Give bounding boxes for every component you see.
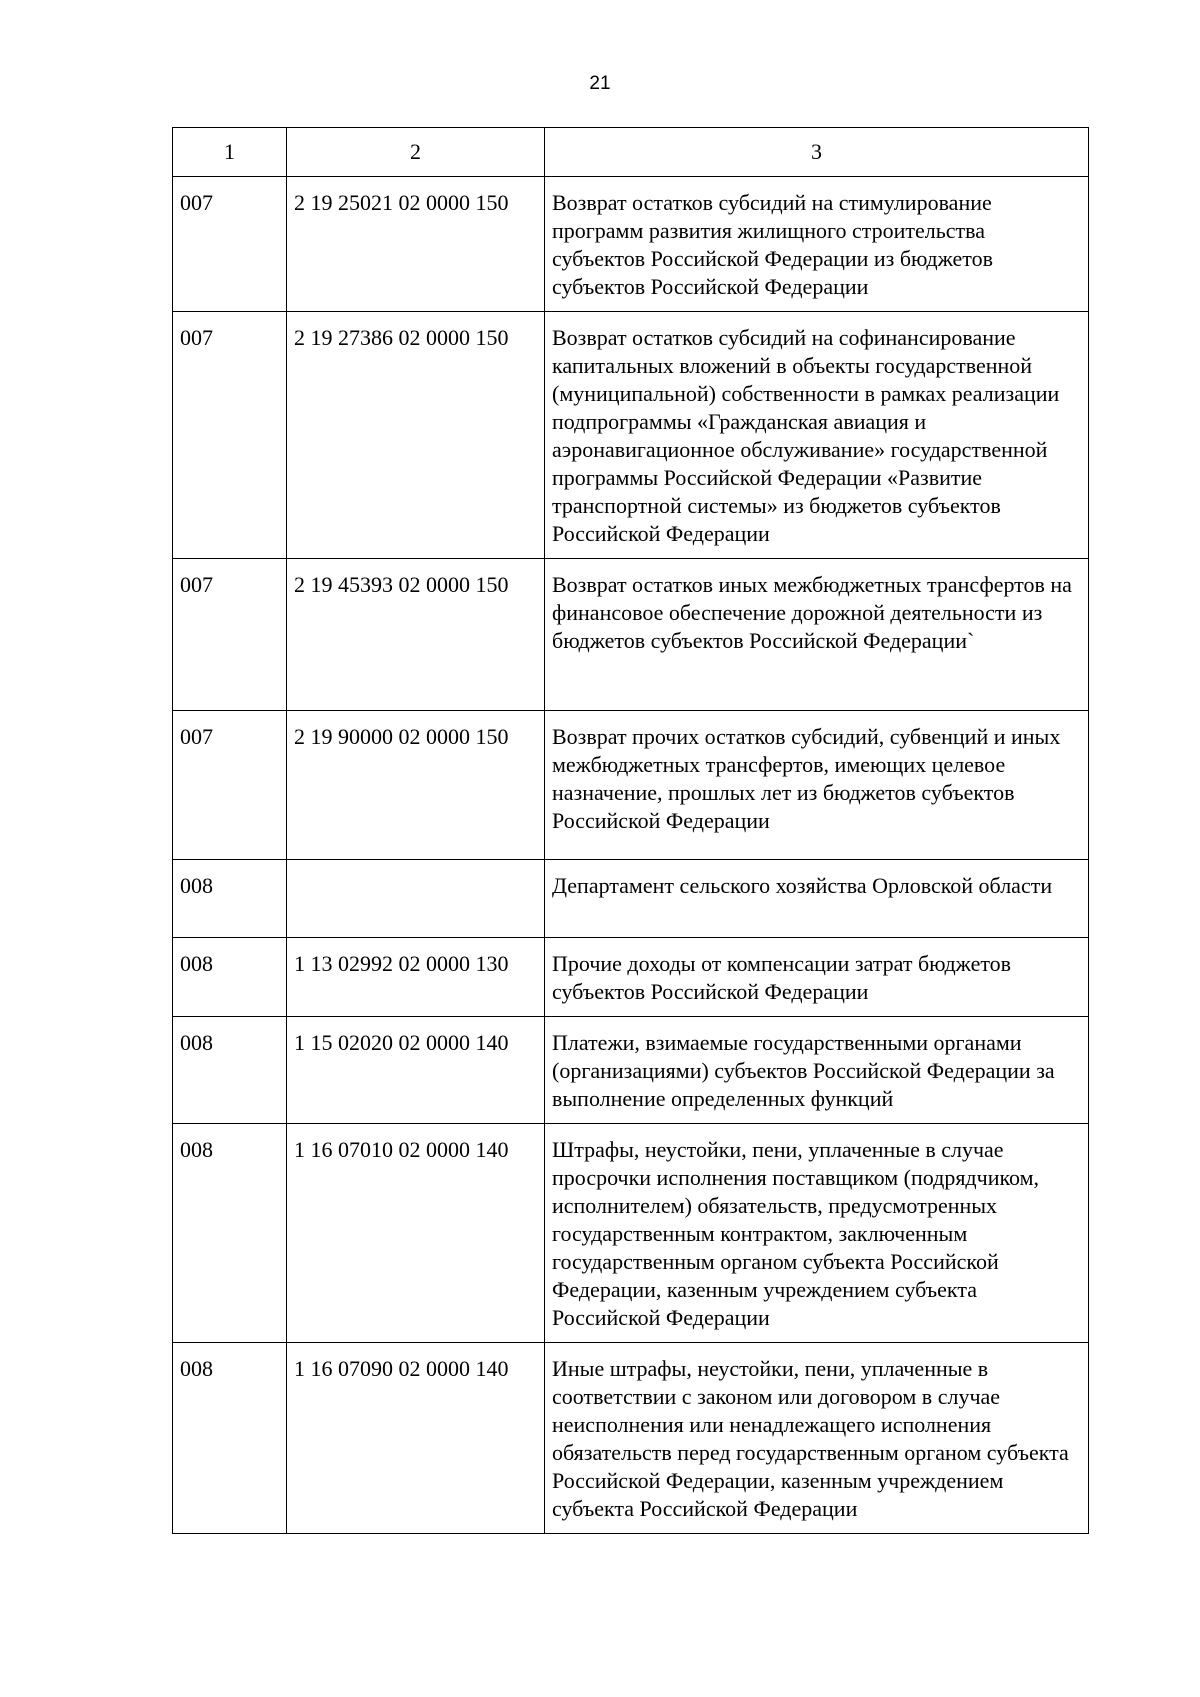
revenue-name-cell: Штрафы, неустойки, пени, уплаченные в случае просрочки исполнения поставщиком (подрядчиком, исполнителем) обязательств, предусмотренных государственным контрактом, заключенным государственным органом субъекта Российской Федерации, казенным учреждением субъекта Российской Федерации xyxy=(545,1124,1089,1343)
revenue-code-cell: 2 19 27386 02 0000 150 xyxy=(287,312,545,559)
admin-code-cell: 008 xyxy=(173,1343,287,1534)
admin-code-cell: 007 xyxy=(173,312,287,559)
table-row xyxy=(173,559,1089,711)
revenue-code-cell: 2 19 25021 02 0000 150 xyxy=(287,177,545,312)
admin-code-cell: 008 xyxy=(173,938,287,1017)
admin-code-cell: 007 xyxy=(173,177,287,312)
revenue-name-cell: Возврат остатков субсидий на софинансирование капитальных вложений в объекты государственной (муниципальной) собственности в рамках реализации подпрограммы «Гражданская авиация и аэронавигационное обслуживание» государственной программы Российской Федерации «Развитие транспортной системы» из бюджетов субъектов Российской Федерации xyxy=(545,312,1089,559)
revenue-name-cell: Прочие доходы от компенсации затрат бюджетов субъектов Российской Федерации xyxy=(545,938,1089,1017)
revenue-code-cell: 1 15 02020 02 0000 140 xyxy=(287,1017,545,1124)
table-row xyxy=(173,860,1089,938)
revenue-code-cell: 1 16 07090 02 0000 140 xyxy=(287,1343,545,1534)
column-header-1: 1 xyxy=(173,128,287,177)
revenue-code-cell: 2 19 90000 02 0000 150 xyxy=(287,711,545,860)
revenue-name-cell: Возврат остатков иных межбюджетных трансфертов на финансовое обеспечение дорожной деятельности из бюджетов субъектов Российской Федерации` xyxy=(545,559,1089,711)
table-header-row xyxy=(173,128,1089,177)
page-number: 21 xyxy=(589,73,611,94)
admin-code-cell: 007 xyxy=(173,711,287,860)
admin-code-cell: 008 xyxy=(173,860,287,938)
revenue-code-cell: 1 16 07010 02 0000 140 xyxy=(287,1124,545,1343)
table-row xyxy=(173,312,1089,559)
table-row xyxy=(173,1124,1089,1343)
table-row xyxy=(173,1343,1089,1534)
revenue-code-cell: 2 19 45393 02 0000 150 xyxy=(287,559,545,711)
table-body xyxy=(173,177,1089,1534)
column-header-3: 3 xyxy=(545,128,1089,177)
revenue-name-cell: Иные штрафы, неустойки, пени, уплаченные в соответствии с законом или договором в случае неисполнения или ненадлежащего исполнения обязательств перед государственным органом субъекта Российской Федерации, казенным учреждением субъекта Российской Федерации xyxy=(545,1343,1089,1534)
table-row xyxy=(173,177,1089,312)
revenue-code-cell: 1 13 02992 02 0000 130 xyxy=(287,938,545,1017)
revenue-codes-table xyxy=(172,127,1089,1534)
table-row xyxy=(173,1017,1089,1124)
table-row xyxy=(173,711,1089,860)
admin-code-cell: 007 xyxy=(173,559,287,711)
admin-code-cell: 008 xyxy=(173,1017,287,1124)
revenue-name-cell: Департамент сельского хозяйства Орловской области xyxy=(545,860,1089,938)
revenue-code-cell xyxy=(287,860,545,938)
admin-code-cell: 008 xyxy=(173,1124,287,1343)
revenue-name-cell: Платежи, взимаемые государственными органами (организациями) субъектов Российской Федерации за выполнение определенных функций xyxy=(545,1017,1089,1124)
revenue-name-cell: Возврат прочих остатков субсидий, субвенций и иных межбюджетных трансфертов, имеющих целевое назначение, прошлых лет из бюджетов субъектов Российской Федерации xyxy=(545,711,1089,860)
column-header-2: 2 xyxy=(287,128,545,177)
table-row xyxy=(173,938,1089,1017)
revenue-name-cell: Возврат остатков субсидий на стимулирование программ развития жилищного строительства субъектов Российской Федерации из бюджетов субъектов Российской Федерации xyxy=(545,177,1089,312)
